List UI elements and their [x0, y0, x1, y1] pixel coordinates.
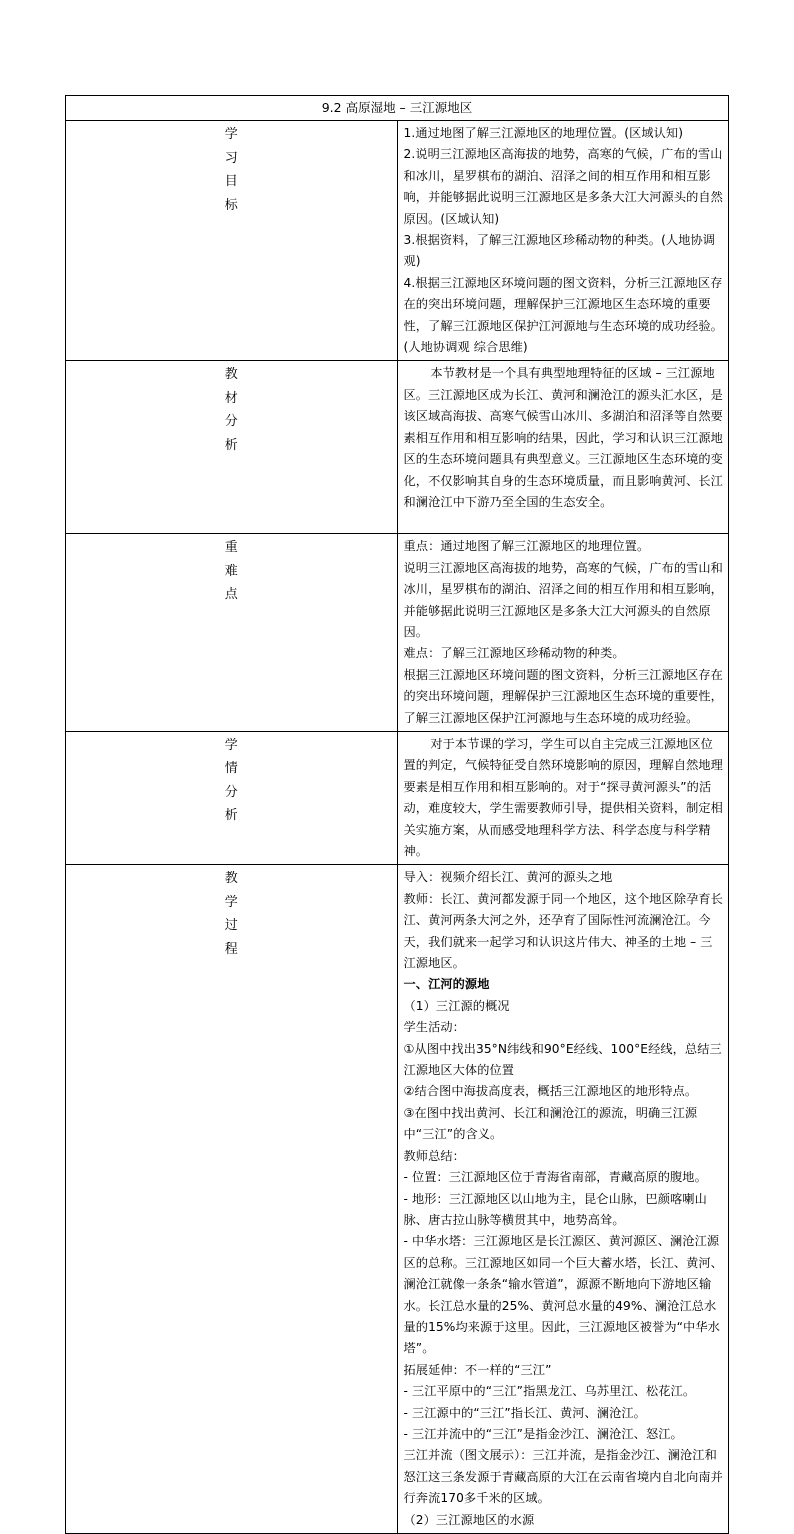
materials-content: [397, 361, 729, 534]
materials-row: [66, 361, 729, 534]
keypoint-item: 重点：通过地图了解三江源地区的地理位置。: [403, 539, 650, 554]
objective-item: 4.根据三江源地区环境问题的图文资料，分析三江源地区存在的突出环境问题，理解保护三江源地区生态环境的重要性，了解三江源地区保护江河源地与生态环境的成功经验。(人地协调观 综合思维): [403, 275, 723, 355]
keypoint-item: 根据三江源地区环境问题的图文资料，分析三江源地区存在的突出环境问题，理解保护三江源地区生态环境的重要性，了解三江源地区保护江河源地与生态环境的成功经验。: [403, 667, 723, 725]
process-intro: 导入：视频介绍长江、黄河的源头之地: [403, 870, 613, 885]
process-label: 教 学 过 程: [66, 865, 398, 1534]
keypoint-item: 说明三江源地区高海拔的地势，高寒的气候，广布的雪山和冰川，星罗棋布的湖泊、沼泽之间的相互作用和相互影响，并能够据此说明三江源地区是多条大江大河源头的自然原因。: [403, 560, 723, 639]
activity-title: 学生活动：: [403, 1020, 465, 1035]
process-content: [397, 865, 729, 1534]
objectives-label: 学 习 目 标: [66, 121, 398, 361]
summary-title: 教师总结：: [403, 1148, 465, 1163]
students-content: [397, 731, 729, 864]
title-row: [66, 96, 729, 121]
process-row: [66, 865, 729, 1534]
process-teacher: 教师：长江、黄河都发源于同一个地区，这个地区除孕育长江、黄河两条大河之外，还孕育了国际性河流澜沧江。今天，我们就来一起学习和认识这片伟大、神圣的土地 – 三江源地区。: [403, 891, 723, 971]
keypoints-label: 重 难 点: [66, 534, 398, 732]
extend-title: 拓展延伸：不一样的“三江”: [403, 1362, 552, 1377]
summary-item: - 位置：三江源地区位于青海省南部，青藏高原的腹地。: [403, 1170, 707, 1185]
subsection-heading: （1）三江源的概况: [403, 998, 510, 1013]
students-text: 对于本节课的学习，学生可以自主完成三江源地区位置的判定，气候特征受自然环境影响的原因，理解自然地理要素是相互作用和相互影响的。对于“探寻黄河源头”的活动，难度较大，学生需要教师引导，提供相关资料，制定相关实施方案，从而感受地理科学方法、科学态度与科学精神。: [403, 736, 723, 858]
activity-item: ③在图中找出黄河、长江和澜沧江的源流，明确三江源中“三江”的含义。: [403, 1105, 698, 1142]
students-row: [66, 731, 729, 864]
lesson-title: 9.2 高原湿地 – 三江源地区: [66, 96, 729, 121]
objectives-row: [66, 121, 729, 361]
summary-item: - 中华水塔：三江源地区是长江源区、黄河源区、澜沧江源区的总称。三江源地区如同一个巨大蓄水塔，长江、黄河、澜沧江就像一条条“输水管道”，源源不断地向下游地区输水。长江总水量的25%、黄河总水量的49%、澜沧江总水量的15%均来源于这里。因此，三江源地区被誉为“中华水塔”。: [403, 1234, 723, 1356]
section-heading: 一、江河的源地: [403, 977, 490, 992]
keypoints-row: [66, 534, 729, 732]
objective-item: 1.通过地图了解三江源地区的地理位置。(区域认知): [403, 126, 684, 140]
objectives-content: [397, 121, 729, 361]
subsection-heading: （2）三江源地区的水源: [403, 1512, 535, 1527]
parallel-text: 三江并流（图文展示）：三江并流，是指金沙江、澜沧江和怒江这三条发源于青藏高原的大江在云南省境内自北向南并行奔流170多千米的区域。: [403, 1448, 723, 1506]
objective-item: 3.根据资料，了解三江源地区珍稀动物的种类。(人地协调观): [403, 233, 716, 269]
activity-item: ①从图中找出35°N纬线和90°E经线、100°E经线，总结三江源地区大体的位置: [403, 1041, 722, 1078]
activity-item: ②结合图中海拔高度表，概括三江源地区的地形特点。: [403, 1084, 698, 1099]
objective-item: 2.说明三江源地区高海拔的地势，高寒的气候，广布的雪山和冰川，星罗棋布的湖泊、沼泽之间的相互作用和相互影响，并能够据此说明三江源地区是多条大江大河源头的自然原因。(区域认知): [403, 147, 723, 226]
extend-item: - 三江源中的“三江”指长江、黄河、澜沧江。: [403, 1405, 646, 1420]
lesson-plan-table: [65, 95, 729, 1534]
keypoint-item: 难点：了解三江源地区珍稀动物的种类。: [403, 646, 625, 661]
summary-item: - 地形：三江源地区以山地为主，昆仑山脉，巴颜喀喇山脉、唐古拉山脉等横贯其中，地势高耸。: [403, 1191, 707, 1227]
materials-label: 教 材 分 析: [66, 361, 398, 534]
keypoints-content: [397, 534, 729, 732]
extend-item: - 三江并流中的“三江”是指金沙江、澜沧江、怒江。: [403, 1426, 683, 1441]
extend-item: - 三江平原中的“三江”指黑龙江、乌苏里江、松花江。: [403, 1384, 696, 1399]
materials-text: 本节教材是一个具有典型地理特征的区域 – 三江源地区。三江源地区成为长江、黄河和澜沧江的源头汇水区，是该区域高海拔、高寒气候雪山冰川、多湖泊和沼泽等自然要素相互作用和相互影响的结果，因此，学习和认识三江源地区的生态环境问题具有典型意义。三江源地区生态环境的变化，不仅影响其自身的生态环境质量，而且影响黄河、长江和澜沧江中下游乃至全国的生态安全。: [403, 366, 723, 509]
lesson-plan-page: [65, 95, 729, 1534]
students-label: 学 情 分 析: [66, 731, 398, 864]
